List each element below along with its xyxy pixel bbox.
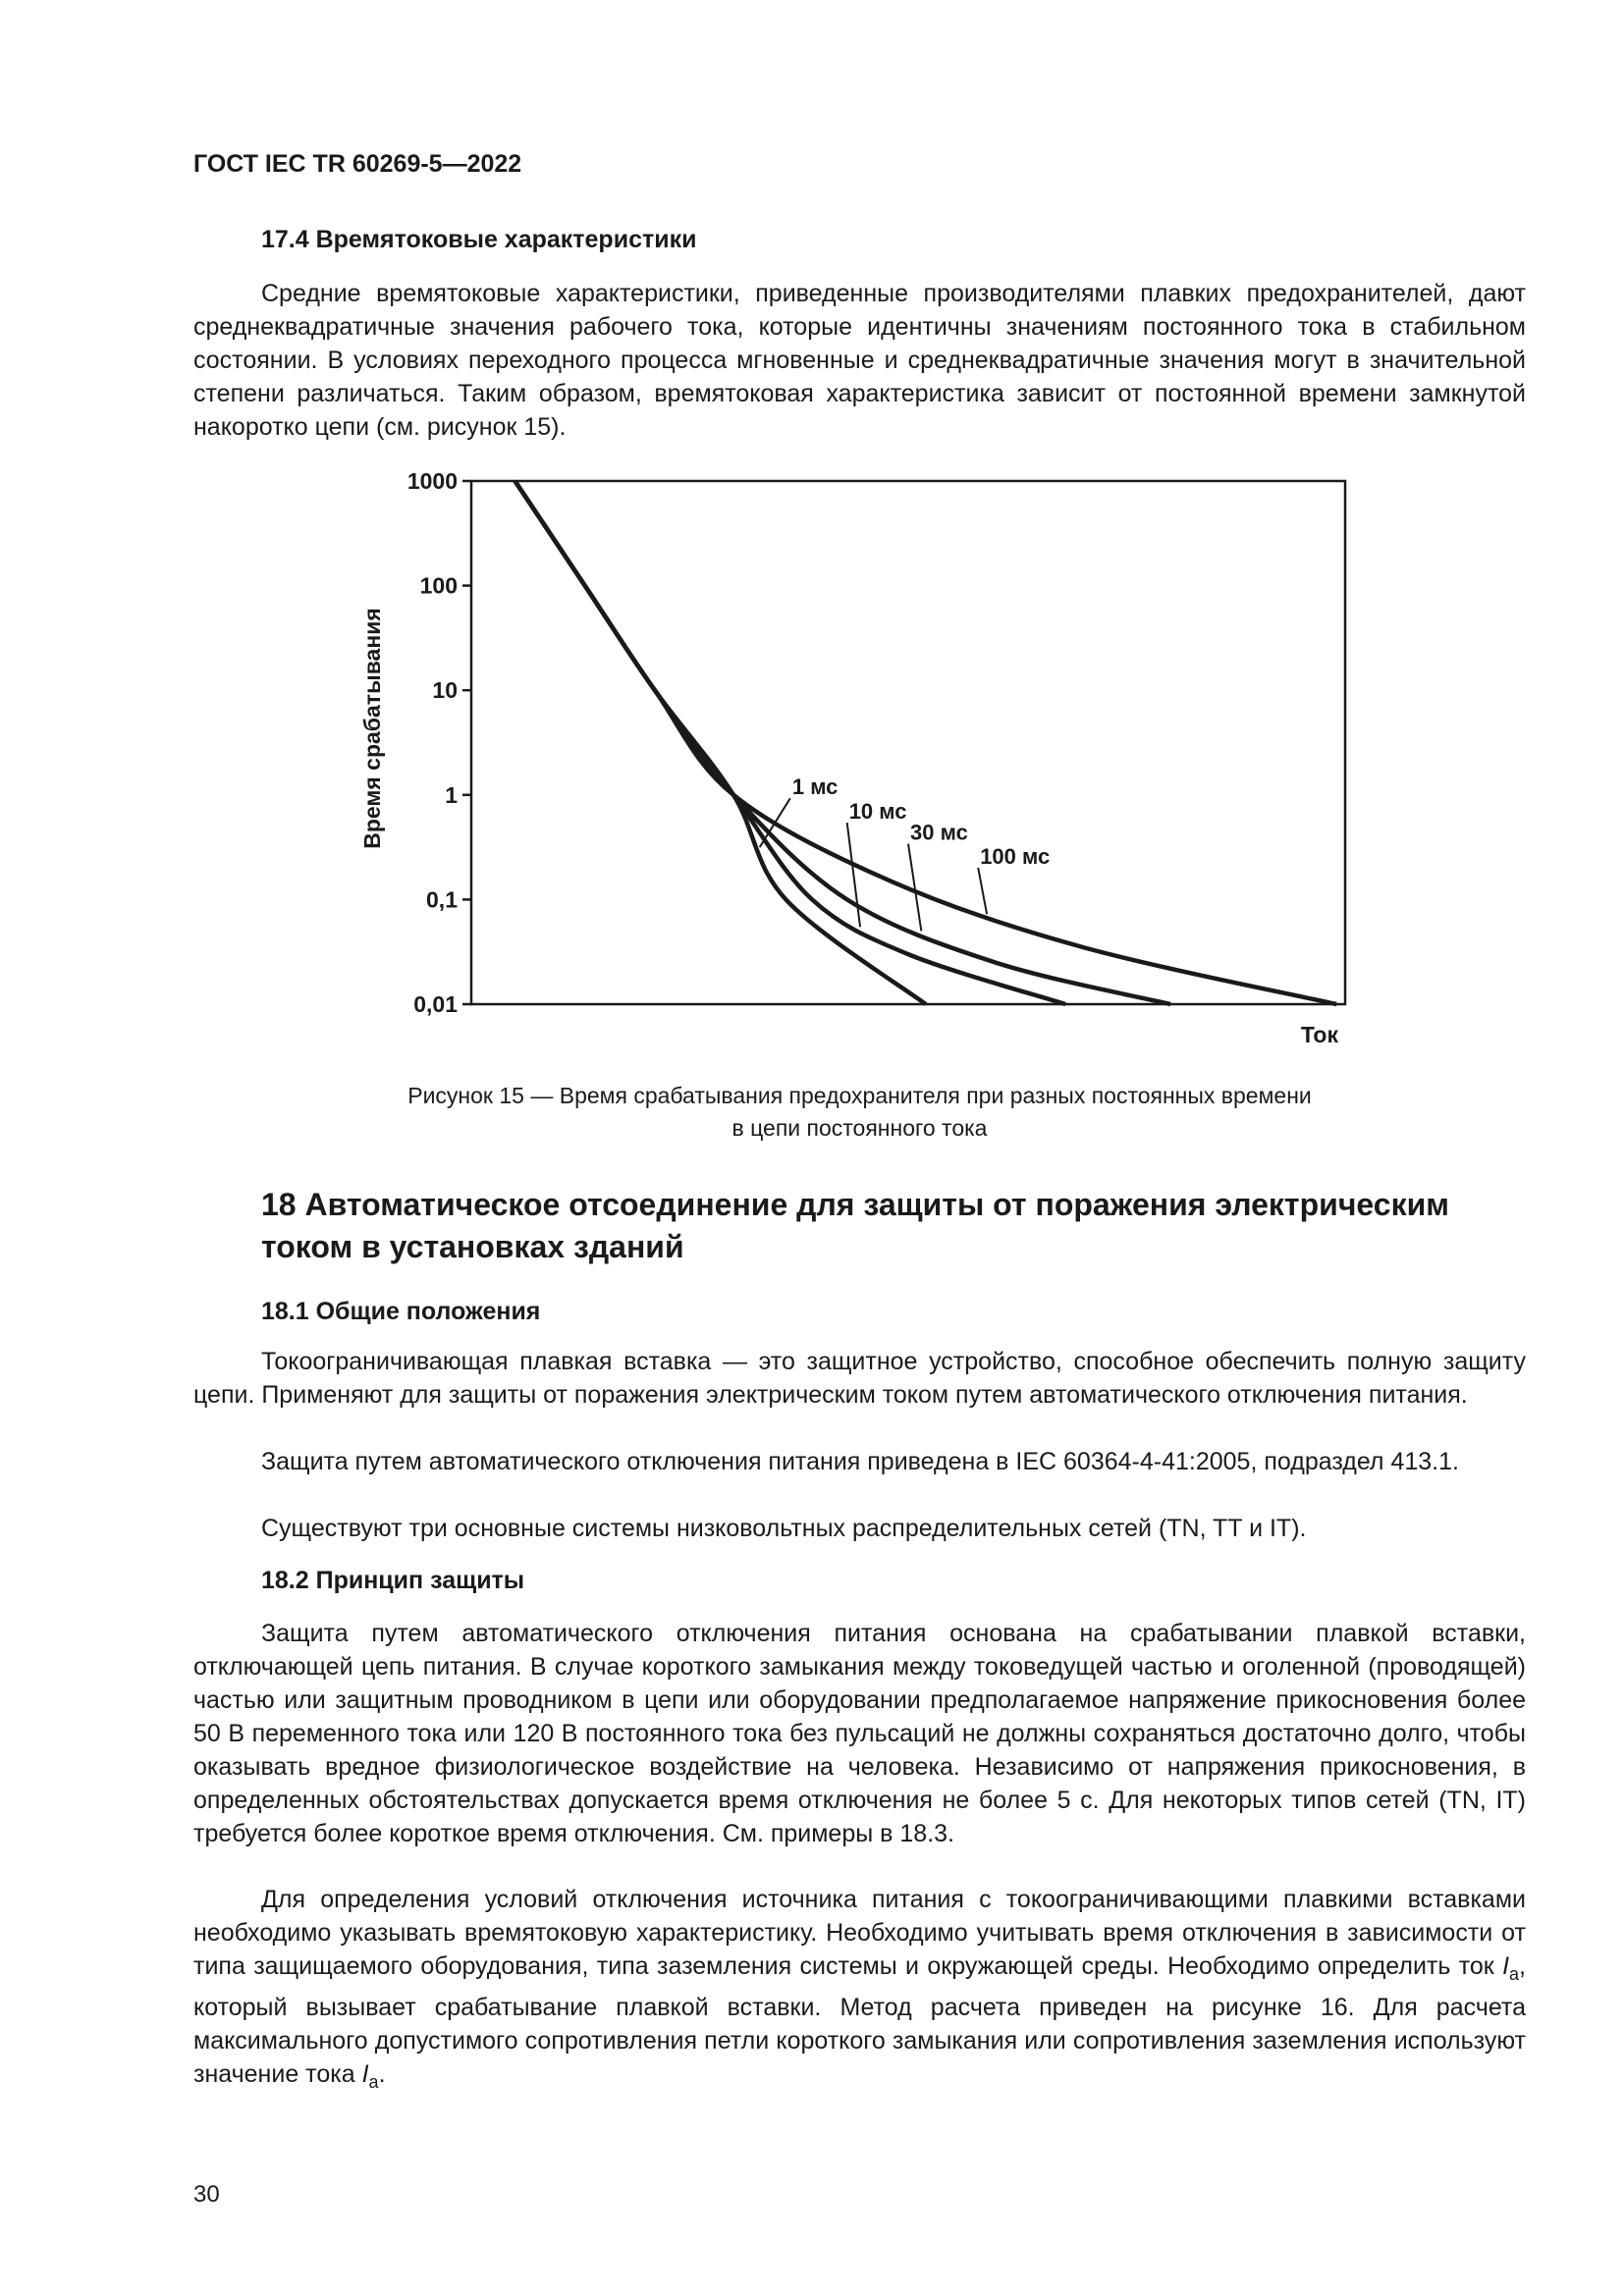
x-axis-label: Ток xyxy=(1300,1022,1338,1047)
y-tick-label: 1000 xyxy=(406,468,458,494)
section-18-2-para2 xyxy=(193,1883,1526,2099)
y-tick-label: 100 xyxy=(419,572,458,599)
y-tick-label: 0,1 xyxy=(426,886,458,913)
section-18-1-title: 18.1 Общие положения xyxy=(261,1298,541,1325)
y-tick-label: 10 xyxy=(432,677,458,704)
current-subscript-a: a xyxy=(1509,1964,1520,1984)
curve-series-3 xyxy=(515,481,1171,1004)
section-18-2-para1: Защита путем автоматического отключения питания основана на срабатывании плавкой вставки, отключающей цепь питания. В случае короткого замыкания между токоведущей частью и оголенной (проводящей) частью или защитным проводником в цепи или оборудовании предполагаемое напряжение прикосновения более 50 В переменного тока или 120 В постоянного тока без пульсаций не должны сохраняться достаточно долго, чтобы оказывать вредное физиологическое воздействие на человека. Независимо от напряжения прикосновения, в определенных обстоятельствах допускается время отключения не более 5 с. Для некоторых типов сетей (TN, IT) требуется более короткое время отключения. См. примеры в 18.3. xyxy=(193,1620,1526,1847)
current-subscript-a-2: a xyxy=(368,2072,379,2092)
curve-series-4 xyxy=(515,481,1337,1004)
document-header: ГОСТ IEC TR 60269-5—2022 xyxy=(193,150,522,178)
curve-series-2 xyxy=(515,481,1066,1004)
section-18-1-para1: Токоограничивающая плавкая вставка — это защитное устройство, способное обеспечить полную защиту цепи. Применяют для защиты от поражения электрическим током путем автоматического отключения питания. xyxy=(193,1348,1526,1409)
para2-part-c: . xyxy=(378,2060,386,2088)
curve-annotation-label: 10 мс xyxy=(848,799,907,825)
section-17-4-text: Средние времятоковые характеристики, приведенные производителями плавких предохранителей, дают среднеквадратичные значения рабочего тока, которые идентичны значениям постоянного тока в стабильном состоянии. В условиях переходного процесса мгновенные и среднеквадратичные значения могут в значительной степени различаться. Таким образом, времятоковая характеристика зависит от постоянной времени замкнутой накоротко цепи (см. рисунок 15). xyxy=(193,280,1526,441)
para2-part-a: Для определения условий отключения источника питания с токоограничивающими плавкими вставками необходимо указывать времятоковую характеристику. Необходимо учитывать время отключения в зависимости от типа защищаемого оборудования, типа заземления системы и окружающей среды. Необходимо определить ток xyxy=(193,1886,1526,1980)
para2-part-b: , который вызывает срабатывание плавкой вставки. Метод расчета приведен на рисунке 16. Для расчета максимального допустимого сопротивления петли короткого замыкания или сопротивления заземления используют значение тока xyxy=(193,1952,1526,2088)
section-18-1-para3: Существуют три основные системы низковольтных распределительных сетей (TN, TT и IT). xyxy=(261,1515,1307,1542)
y-tick-label: 1 xyxy=(445,781,458,808)
curve-annotation-label: 30 мс xyxy=(910,820,968,845)
figure-15-caption-line1: Рисунок 15 — Время срабатывания предохранителя при разных постоянных времени xyxy=(407,1083,1312,1108)
section-18-1-para2: Защита путем автоматического отключения питания приведена в IEC 60364-4-41:2005, подраздел 413.1. xyxy=(261,1448,1459,1475)
annotation-leader-line xyxy=(978,868,987,914)
section-18-title: 18 Автоматическое отсоединение для защиты от поражения электрическим током в установках зданий xyxy=(261,1187,1449,1264)
annotation-leader-line xyxy=(847,823,860,927)
current-symbol-ia-2: I xyxy=(361,2060,369,2088)
page-number: 30 xyxy=(193,2181,220,2208)
curve-annotation-label: 1 мс xyxy=(791,774,839,800)
y-tick-label: 0,01 xyxy=(413,991,458,1017)
current-symbol-ia: I xyxy=(1502,1952,1510,1980)
figure-15-chart xyxy=(349,461,1350,1070)
curve-series-1 xyxy=(515,481,926,1004)
y-axis-label: Время срабатывания xyxy=(359,608,385,849)
section-18-2-title: 18.2 Принцип защиты xyxy=(261,1567,525,1594)
curve-annotation-label: 100 мс xyxy=(980,843,1051,869)
plot-frame xyxy=(471,481,1345,1004)
section-17-4-title: 17.4 Времятоковые характеристики xyxy=(261,226,697,253)
figure-15-caption-line2: в цепи постоянного тока xyxy=(731,1115,988,1141)
